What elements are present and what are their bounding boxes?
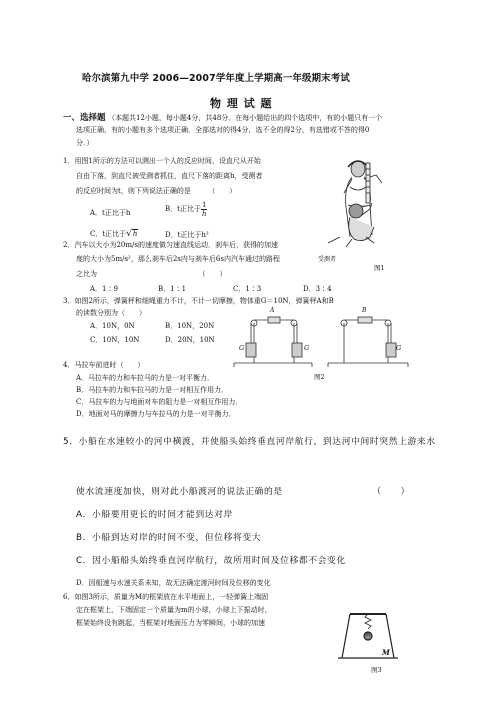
q1-option-d: D．t正比于h² (165, 231, 209, 239)
q2-line-3: 之比为 （ ） (76, 270, 227, 278)
q1-line-1: 1．用图1所示的方法可以测出一个人的反应时间，设直尺从开始 (63, 157, 261, 165)
page-title: 物 理 试 题 (210, 97, 273, 110)
instructions-line-3: 分．） (76, 139, 94, 147)
figure-2-label-b: B (362, 307, 367, 314)
q4-option-d: D．地面对马的摩擦力与车拉马的力是一对平衡力． (76, 410, 236, 418)
q2-option-b: B．1∶1 (158, 285, 187, 293)
q3-option-c: C．10N，10N (90, 336, 140, 344)
q2-option-c: C．1∶3 (233, 285, 262, 293)
q1-option-c-prefix: C．t正比于 (90, 230, 127, 238)
q3-option-d: D．20N，10N (165, 336, 215, 344)
q3-line-1: 3．如图2所示，弹簧秤和细绳重力不计，不计一切摩擦，物体重G＝10N，弹簧秤A和B (63, 297, 334, 305)
q3-option-b: B．10N，20N (165, 322, 215, 330)
q1-line-3: 的反应时间为t，则下列说法正确的是 （ ） (76, 187, 237, 195)
exam-title: 哈尔滨第九中学 2006—2007学年度上学期高一年级期末考试 (82, 73, 350, 84)
q5-option-c: C．因小船船头始终垂直河岸航行，故所用时间及位移都不会变化 (76, 556, 346, 566)
q5-option-a: A．小船要用更长的时间才能到达对岸 (76, 510, 233, 520)
q2-line-1: 2．汽车以大小为20m/s的速度做匀速直线运动．刹车后，获得的加速 (63, 241, 278, 249)
q1-option-b-numerator: 1 (201, 201, 207, 209)
q2-option-a: A．1∶9 (90, 285, 118, 293)
instructions-line-2: 选项正确，有的小题有多个选项正确．全部选对的得4分，选不全的得2分，有选错或不答的得0 (76, 126, 370, 134)
section-heading: 一、选择题 (63, 113, 106, 123)
q3-option-a: A．10N，0N (90, 322, 135, 330)
q6-line-1: 6．如图3所示，质量为M的框架放在水平地面上，一轻弹簧上端固 (63, 593, 269, 601)
q1-line-2: 自由下落，到直尺被受测者抓住，直尺下落的距离h，受测者 (76, 172, 263, 180)
figure-2-label-g-mid: G (304, 344, 310, 352)
figure-3-label-m: m (365, 631, 371, 638)
q5-option-b: B．小船到达对岸的时间不变，但位移将变大 (76, 533, 262, 543)
q5-option-d: D．因船速与水速关系未知，故无法确定渡河时间及位移的变化 (76, 579, 271, 587)
q5-line-1: 5．小船在水速较小的河中横渡，并使船头始终垂直河岸航行，到达河中间时突然上游来水 (63, 437, 436, 447)
figure-2-illustration (232, 313, 412, 373)
q4-option-b: B．马拉车的力和车拉马的力是一对相互作用力． (76, 386, 229, 394)
figure-3-label-big-m: M (382, 648, 390, 657)
figure-2-label-g-right: G (396, 344, 402, 352)
q2-option-d: D．3∶4 (303, 285, 332, 293)
q4-option-a: A．马拉车的力和车拉马的力是一对平衡力． (76, 374, 215, 382)
q1-option-a: A．t正比于h (90, 209, 131, 217)
q5-line-2: 使水流速度加快，则对此小船渡河的说法正确的是 （ ） (76, 487, 410, 497)
figure-2-label-a: A (270, 307, 275, 314)
q1-option-c: C．t正比于√h (90, 229, 138, 239)
instructions-line-1: （本题共12小题，每小题4分，共48分．在每小题给出的四个选项中，有的小题只有一个 (108, 114, 383, 122)
q4-stem: 4．马拉车前进时（ ） (63, 361, 145, 369)
q4-option-c: C．马拉车的力与地面对车的阻力是一对相互作用力． (76, 398, 243, 406)
q1-option-b-denominator: h (201, 210, 207, 218)
q1-option-b-fraction (201, 201, 207, 218)
figure-2-label-g-left: G (239, 344, 245, 352)
q1-option-b-prefix: B．t正比于 (165, 205, 201, 213)
q3-line-2: 的读数分别为（ ） (76, 309, 146, 317)
figure-1-subject-label: 受测者 (318, 256, 337, 263)
q6-line-3: 框架始终没有跳起，当框架对地面压力为零瞬间，小球的加速 (76, 619, 265, 627)
figure-2-caption: 图2 (314, 373, 325, 381)
figure-3-caption: 图3 (371, 666, 382, 674)
figure-1-illustration (318, 157, 418, 257)
q2-line-2: 度的大小为5m/s²，那么刹车后2s内与刹车后6s内汽车通过的路程 (76, 255, 280, 263)
q1-option-b (165, 201, 207, 218)
q6-line-2: 定在框架上，下端固定一个质量为m的小球，小球上下振动时， (76, 606, 272, 614)
figure-1-caption: 图1 (374, 264, 385, 272)
q1-option-c-radicand: h (132, 230, 138, 238)
